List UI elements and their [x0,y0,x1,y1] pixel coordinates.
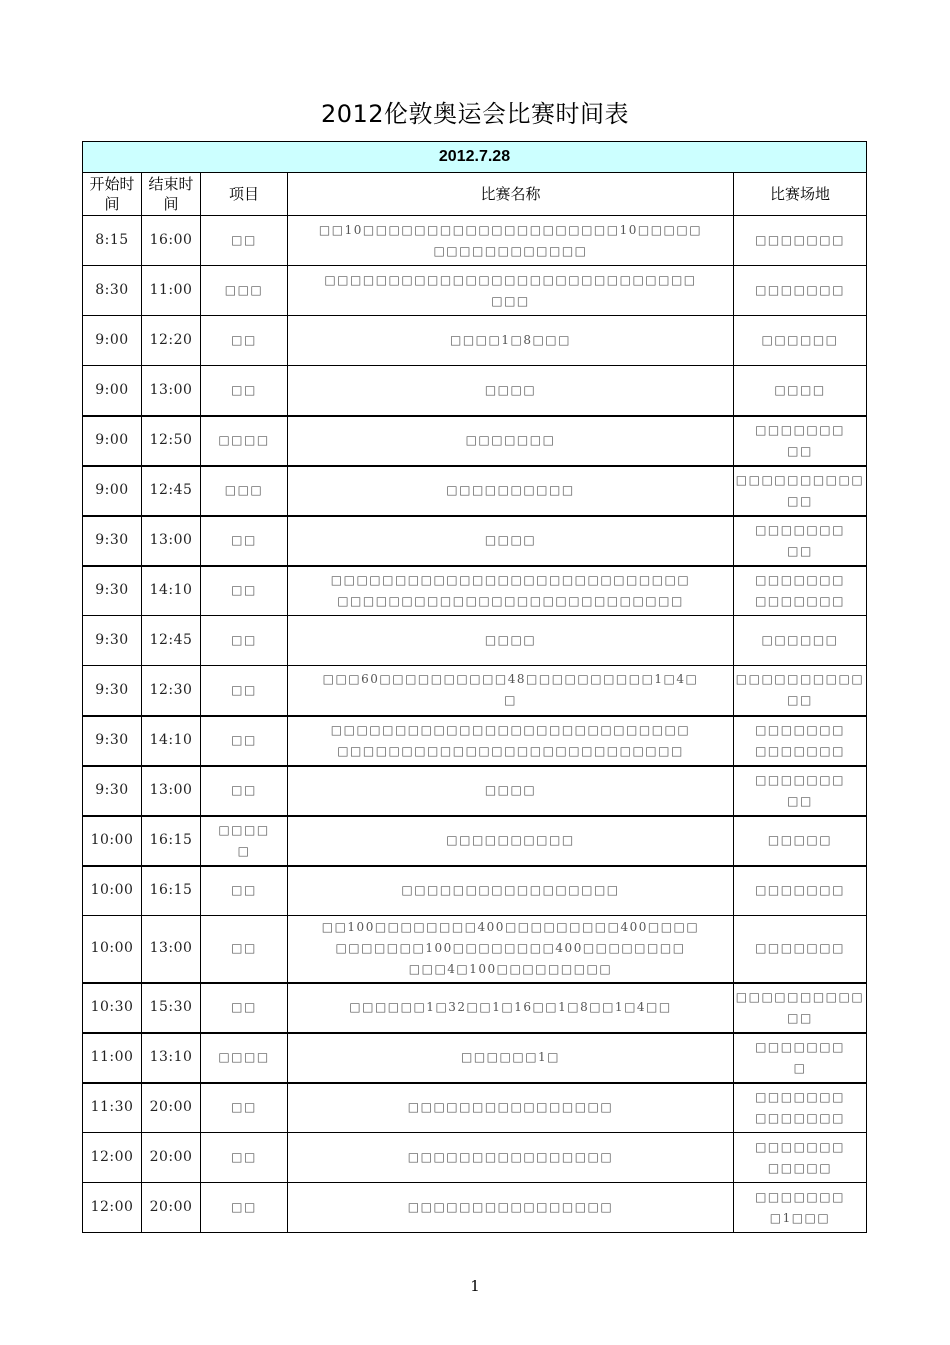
venue-cell: □□□□□□□ [734,866,867,916]
table-row [83,983,867,1033]
end-time-cell: 12:50 [142,416,201,466]
start-time-cell: 9:00 [83,416,142,466]
end-time-cell: 15:30 [142,983,201,1033]
event-name-cell: □□□□□□□□□□□□□□□□ [288,1133,734,1183]
start-time-cell: 8:30 [83,266,142,316]
event-name-cell: □□100□□□□□□□□400□□□□□□□□□400□□□□ □□□□□□□100□□□□□□□□400□□□□□□□□ □□□4□100□□□□□□□□□ [288,916,734,983]
item-cell: □□□□ □ [201,816,288,866]
header-venue: 比赛场地 [734,173,867,216]
venue-cell: □□□□□□□ □ [734,1033,867,1083]
item-cell: □□ [201,1133,288,1183]
start-time-cell: 12:00 [83,1183,142,1233]
event-name-cell: □□□□□□□□□□ [288,466,734,516]
event-name-cell: □□10□□□□□□□□□□□□□□□□□□□□10□□□□□ □□□□□□□□□□□□ [288,216,734,266]
table-row [83,366,867,416]
item-cell: □□ [201,566,288,616]
venue-cell: □□□□□ [734,816,867,866]
start-time-cell: 9:00 [83,466,142,516]
table-row [83,216,867,266]
item-cell: □□ [201,366,288,416]
end-time-cell: 20:00 [142,1133,201,1183]
table-row [83,716,867,766]
event-name-cell: □□□□□□□□□□□□□□□□□ [288,866,734,916]
item-cell: □□ [201,1083,288,1133]
end-time-cell: 16:15 [142,866,201,916]
start-time-cell: 9:30 [83,716,142,766]
end-time-cell: 14:10 [142,716,201,766]
event-name-cell: □□□□□□□□□□□□□□□□ [288,1183,734,1233]
end-time-cell: 13:00 [142,766,201,816]
end-time-cell: 12:20 [142,316,201,366]
end-time-cell: 12:45 [142,466,201,516]
start-time-cell: 10:30 [83,983,142,1033]
event-name-cell: □□□□□□1□ [288,1033,734,1083]
end-time-cell: 13:00 [142,516,201,566]
start-time-cell: 8:15 [83,216,142,266]
event-name-cell: □□□□□□1□32□□1□16□□1□8□□1□4□□ [288,983,734,1033]
start-time-cell: 9:30 [83,666,142,716]
start-time-cell: 9:30 [83,566,142,616]
event-name-cell: □□□□□□□□□□□□□□□□□□□□□□□□□□□□ □□□□□□□□□□□□□□□□□□□□□□□□□□□ [288,716,734,766]
venue-cell: □□□□□□□ □□□□□□□ [734,1083,867,1133]
start-time-cell: 10:00 [83,816,142,866]
item-cell: □□ [201,766,288,816]
venue-cell: □□□□□□□ [734,216,867,266]
item-cell: □□ [201,516,288,566]
item-cell: □□ [201,1183,288,1233]
venue-cell: □□□□□□□ □□□□□ [734,1133,867,1183]
venue-cell: □□□□□□□ □□□□□□□ [734,566,867,616]
table-row [83,466,867,516]
start-time-cell: 9:30 [83,766,142,816]
item-cell: □□□ [201,466,288,516]
date-cell: 2012.7.28 [83,142,867,173]
header-item: 项目 [201,173,288,216]
event-name-cell: □□□□ [288,616,734,666]
end-time-cell: 11:00 [142,266,201,316]
venue-cell: □□□□□□ [734,616,867,666]
schedule-table [82,141,867,1233]
venue-cell: □□□□ [734,366,867,416]
event-name-cell: □□□□ [288,366,734,416]
venue-cell: □□□□□□□ □□□□□□□ [734,716,867,766]
start-time-cell: 11:30 [83,1083,142,1133]
item-cell: □□ [201,983,288,1033]
event-name-cell: □□□□ [288,516,734,566]
date-row [83,142,867,173]
event-name-cell: □□□□□□□□□□□□□□□□□□□□□□□□□□□□ □□□□□□□□□□□□□□□□□□□□□□□□□□□ [288,566,734,616]
end-time-cell: 16:15 [142,816,201,866]
end-time-cell: 14:10 [142,566,201,616]
item-cell: □□ [201,666,288,716]
item-cell: □□ [201,616,288,666]
event-name-cell: □□□□□□□ [288,416,734,466]
event-name-cell: □□□□□□□□□□ [288,816,734,866]
start-time-cell: 10:00 [83,916,142,983]
table-row [83,666,867,716]
event-name-cell: □□□60□□□□□□□□□□48□□□□□□□□□□1□4□ □ [288,666,734,716]
event-name-cell: □□□□□□□□□□□□□□□□ [288,1083,734,1133]
table-row [83,316,867,366]
item-cell: □□□ [201,266,288,316]
header-event-name: 比赛名称 [288,173,734,216]
header-row [83,173,867,216]
end-time-cell: 13:00 [142,916,201,983]
page-title: 2012伦敦奥运会比赛时间表 [320,100,630,128]
start-time-cell: 10:00 [83,866,142,916]
venue-cell: □□□□□□□□□□ □□ [734,983,867,1033]
start-time-cell: 9:30 [83,616,142,666]
item-cell: □□ [201,716,288,766]
end-time-cell: 13:00 [142,366,201,416]
end-time-cell: 20:00 [142,1183,201,1233]
start-time-cell: 12:00 [83,1133,142,1183]
venue-cell: □□□□□□□ □1□□□ [734,1183,867,1233]
start-time-cell: 11:00 [83,1033,142,1083]
table-row [83,766,867,816]
end-time-cell: 16:00 [142,216,201,266]
table-row [83,866,867,916]
item-cell: □□ [201,216,288,266]
table-row [83,266,867,316]
venue-cell: □□□□□□□ □□ [734,766,867,816]
start-time-cell: 9:30 [83,516,142,566]
item-cell: □□ [201,316,288,366]
item-cell: □□□□ [201,1033,288,1083]
table-row [83,1083,867,1133]
venue-cell: □□□□□□□□□□ □□ [734,466,867,516]
venue-cell: □□□□□□□□□□ □□ [734,666,867,716]
end-time-cell: 12:30 [142,666,201,716]
table-row [83,816,867,866]
table-row [83,566,867,616]
venue-cell: □□□□□□□ [734,266,867,316]
item-cell: □□ [201,916,288,983]
event-name-cell: □□□□1□8□□□ [288,316,734,366]
header-end-time: 结束时间 [142,173,201,216]
venue-cell: □□□□□□□ □□ [734,516,867,566]
venue-cell: □□□□□□ [734,316,867,366]
venue-cell: □□□□□□□ □□ [734,416,867,466]
table-row [83,916,867,983]
table-row [83,416,867,466]
table-row [83,1033,867,1083]
end-time-cell: 13:10 [142,1033,201,1083]
page-number: 1 [470,1277,480,1295]
venue-cell: □□□□□□□ [734,916,867,983]
event-name-cell: □□□□□□□□□□□□□□□□□□□□□□□□□□□□□ □□□ [288,266,734,316]
item-cell: □□□□ [201,416,288,466]
table-row [83,616,867,666]
end-time-cell: 20:00 [142,1083,201,1133]
end-time-cell: 12:45 [142,616,201,666]
header-start-time: 开始时间 [83,173,142,216]
table-row [83,516,867,566]
table-row [83,1183,867,1233]
table-row [83,1133,867,1183]
start-time-cell: 9:00 [83,316,142,366]
start-time-cell: 9:00 [83,366,142,416]
item-cell: □□ [201,866,288,916]
event-name-cell: □□□□ [288,766,734,816]
